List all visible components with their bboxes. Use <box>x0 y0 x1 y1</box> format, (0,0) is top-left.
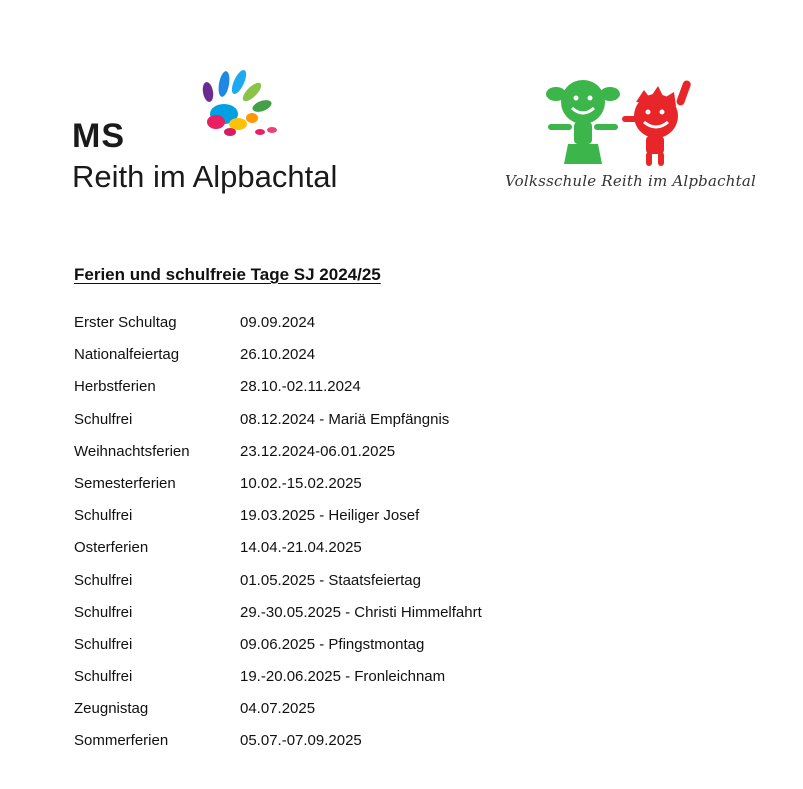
schedule-row <box>74 377 674 409</box>
schedule-label: Schulfrei <box>74 635 133 653</box>
schedule-row <box>74 506 674 538</box>
schedule-label: Herbstferien <box>74 378 156 396</box>
ms-logo-subtitle: Reith im Alpbachtal <box>72 159 338 194</box>
schedule-label: Schulfrei <box>74 603 133 621</box>
ms-logo <box>72 70 372 200</box>
children-figures-icon <box>528 72 698 172</box>
schedule-value: 04.07.2025 <box>240 700 316 718</box>
schedule-label: Weihnachtsferien <box>74 442 190 460</box>
schedule-label: Erster Schultag <box>74 314 177 331</box>
schedule-row <box>74 474 674 506</box>
schedule-label: Sommerferien <box>74 732 169 750</box>
schedule-row <box>74 410 674 442</box>
schedule-label: Schulfrei <box>74 668 133 686</box>
schedule-row <box>74 699 674 731</box>
schedule-value: 28.10.-02.11.2024 <box>240 378 361 396</box>
schedule-label: Osterferien <box>74 539 149 557</box>
schedule-value: 08.12.2024 - Mariä Empfängnis <box>240 410 450 428</box>
schedule-label: Schulfrei <box>74 507 133 525</box>
schedule-label: Schulfrei <box>74 410 133 428</box>
page-heading: Ferien und schulfreie Tage SJ 2024/25 <box>74 265 381 284</box>
ms-logo-title: MS <box>72 117 125 155</box>
colorful-hand-icon <box>194 70 284 140</box>
schedule-value: 09.06.2025 - Pfingstmontag <box>240 635 425 653</box>
schedule-value: 05.07.-07.09.2025 <box>240 732 362 750</box>
schedule-value: 19.-20.06.2025 - Fronleichnam <box>240 668 446 686</box>
schedule-row <box>74 635 674 667</box>
holiday-schedule <box>74 313 674 764</box>
schedule-value: 01.05.2025 - Staatsfeiertag <box>240 571 421 589</box>
vs-logo-name: Volksschule Reith im Alpbachtal <box>505 172 756 190</box>
schedule-label: Nationalfeiertag <box>74 346 180 364</box>
schedule-row <box>74 731 674 763</box>
schedule-label: Schulfrei <box>74 571 133 589</box>
schedule-row <box>74 571 674 603</box>
schedule-row <box>74 345 674 377</box>
schedule-row <box>74 603 674 635</box>
schedule-value: 10.02.-15.02.2025 <box>240 474 362 492</box>
vs-logo <box>500 72 756 202</box>
schedule-row <box>74 667 674 699</box>
schedule-value: 09.09.2024 <box>240 314 316 331</box>
schedule-row <box>74 538 674 570</box>
schedule-value: 26.10.2024 <box>240 346 316 364</box>
schedule-value: 14.04.-21.04.2025 <box>240 539 362 557</box>
schedule-label: Semesterferien <box>74 474 176 492</box>
schedule-row <box>74 442 674 474</box>
schedule-value: 19.03.2025 - Heiliger Josef <box>240 507 420 525</box>
schedule-value: 29.-30.05.2025 - Christi Himmelfahrt <box>240 603 482 621</box>
schedule-value: 23.12.2024-06.01.2025 <box>240 442 396 460</box>
schedule-label: Zeugnistag <box>74 700 149 718</box>
schedule-row <box>74 313 674 345</box>
